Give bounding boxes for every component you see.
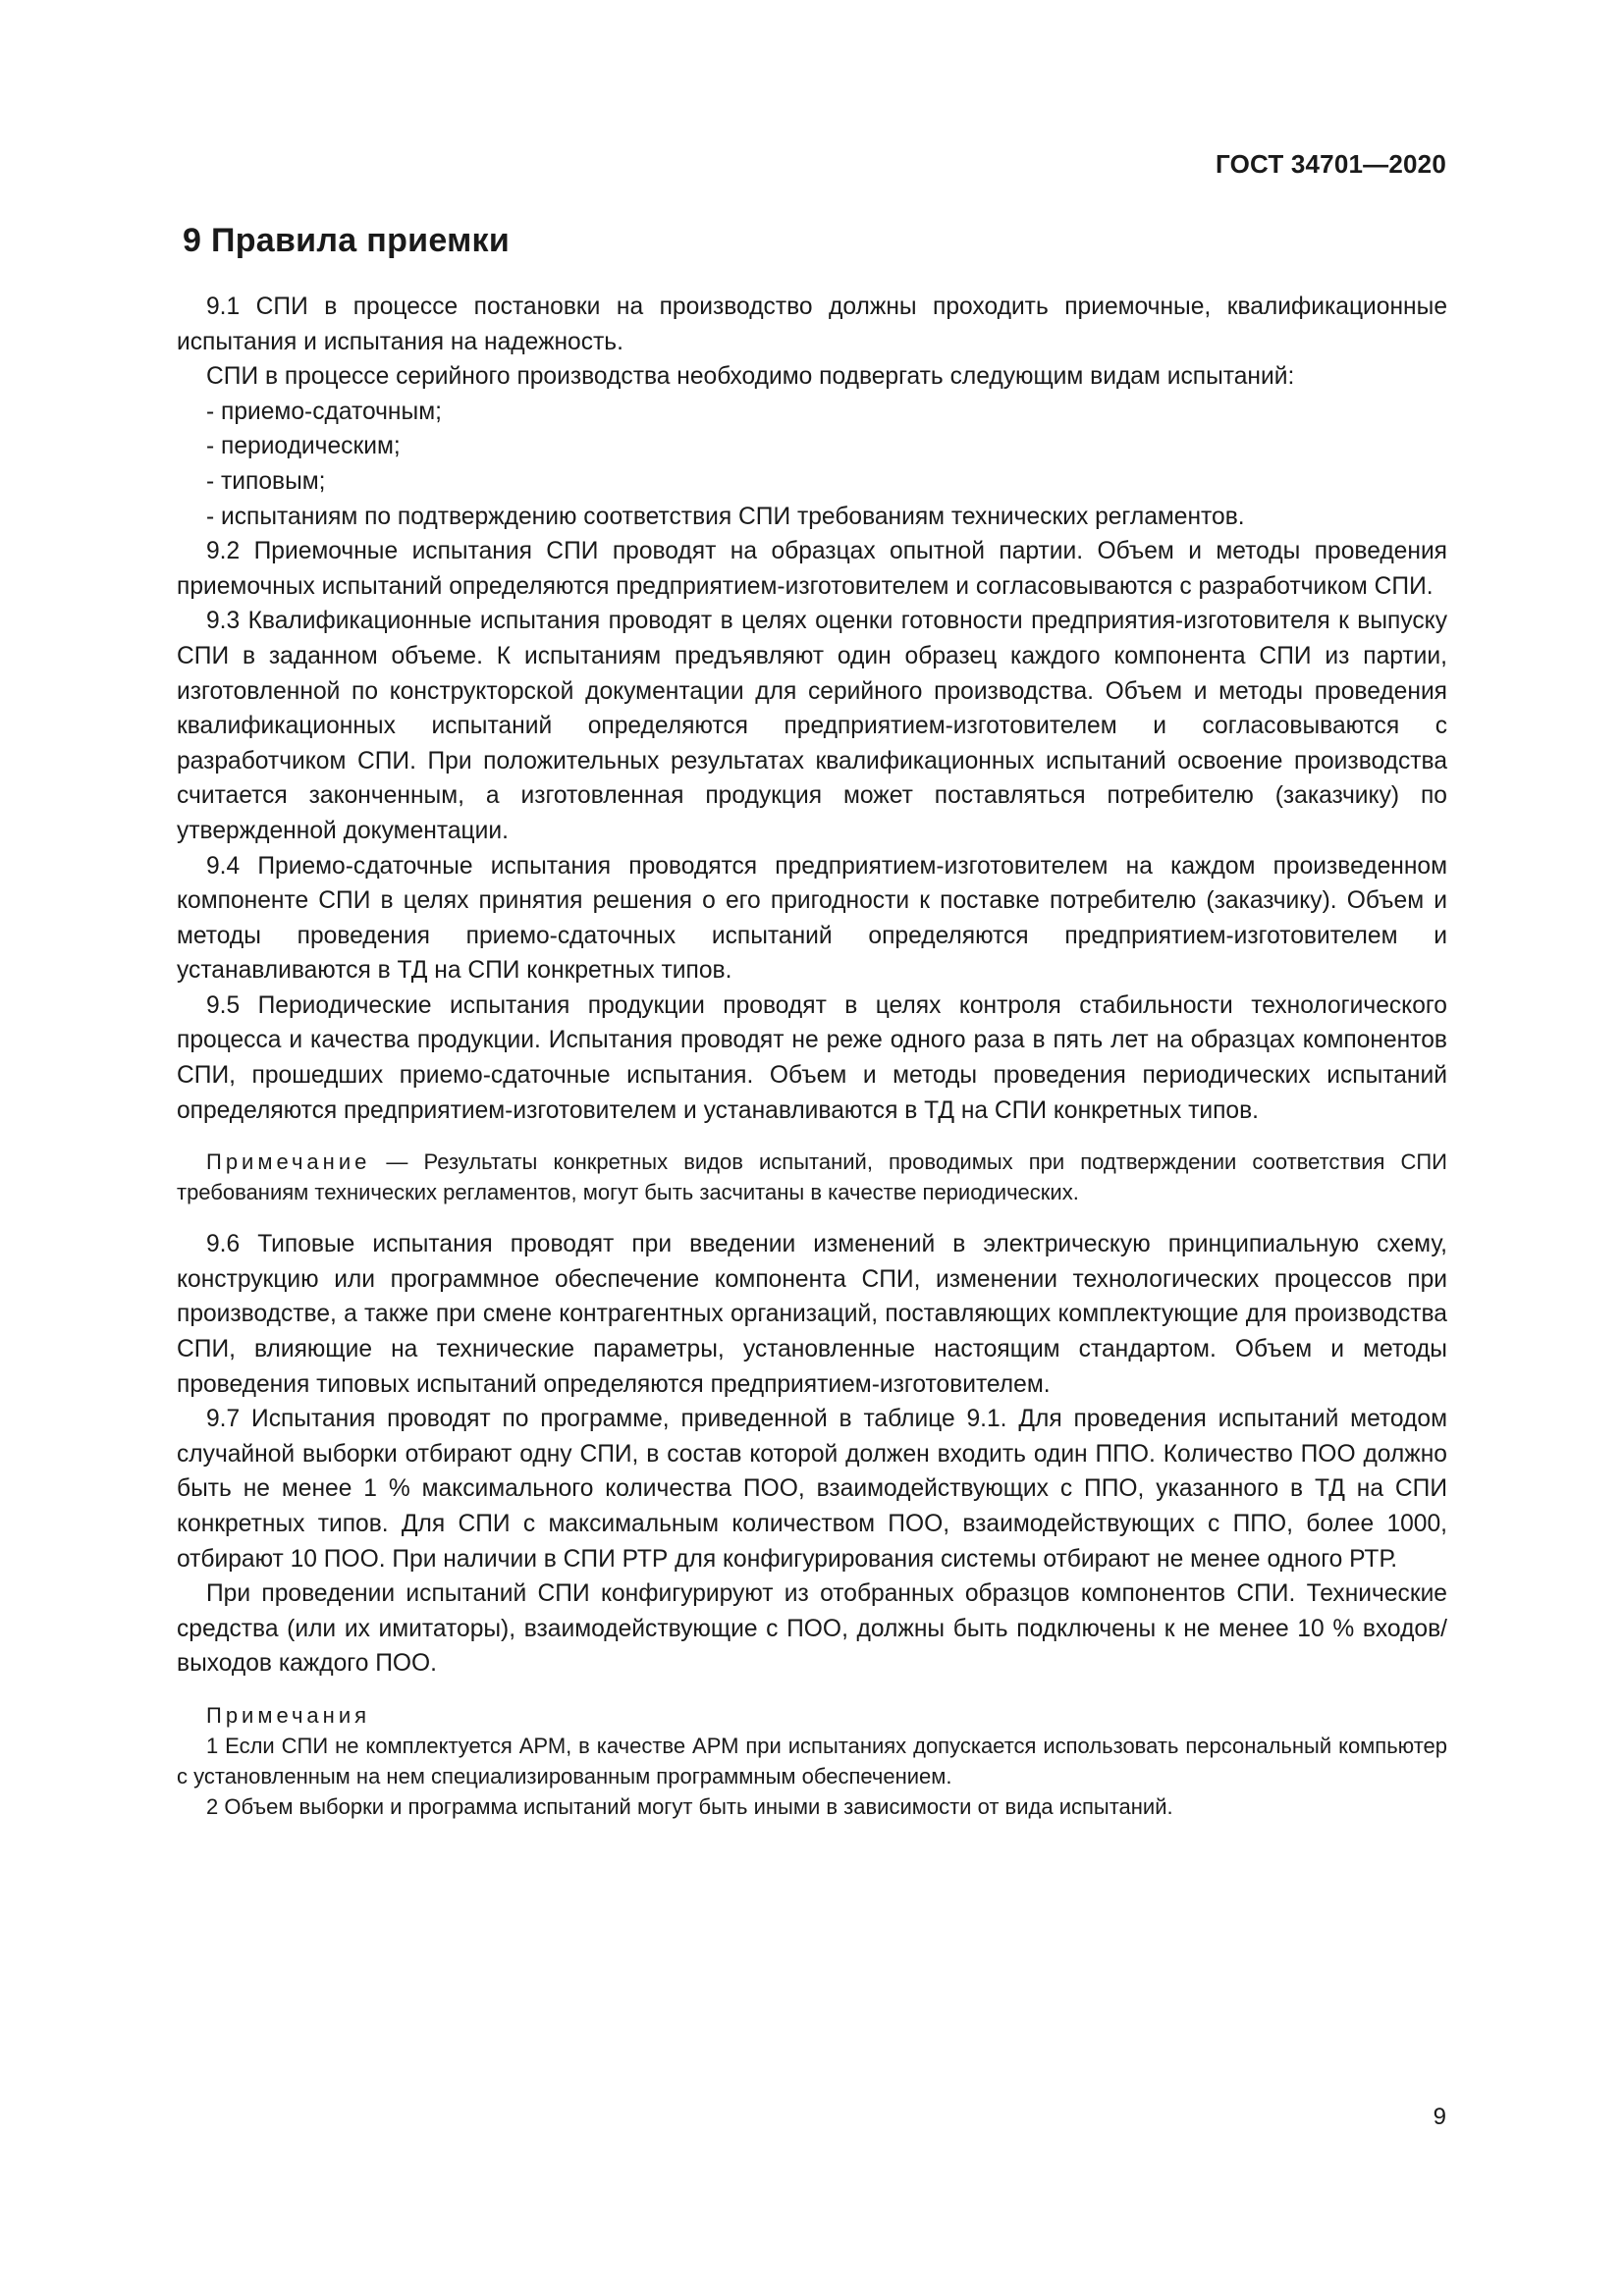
note-text: — Результаты конкретных видов испытаний, проводимых при подтверждении соответствия СПИ требованиям технических регламентов, могут быть засчитаны в качестве периодических. [177,1149,1447,1205]
notes-2-heading [177,1700,1447,1731]
paragraph-9-5: 9.5 Периодические испытания продукции проводят в целях контроля стабильности технологического процесса и качества продукции. Испытания проводят не реже одного раза в пять лет на образцах компонентов СПИ, прошедших приемо-сдаточные испытания. Объем и методы проведения периодических испытаний определяются предприятием-изготовителем и устанавливаются в ТД на СПИ конкретных типов. [177,991,1447,1124]
page-content [177,222,1447,1822]
page-number: 9 [1433,2104,1446,2130]
note-item: 2 Объем выборки и программа испытаний могут быть иными в зависимости от вида испытаний. [206,1793,1173,1819]
paragraph-9-7-config: При проведении испытаний СПИ конфигурируют из отобранных образцов компонентов СПИ. Технические средства (или их имитаторы), взаимодействующие с ПОО, должны быть подключены к не менее 10 % входов/выходов каждого ПОО. [177,1580,1447,1678]
document-code: ГОСТ 34701—2020 [1216,149,1446,179]
list-item: - испытаниям по подтверждению соответствия СПИ требованиям технических регламентов. [206,503,1245,530]
paragraph-9-2: 9.2 Приемочные испытания СПИ проводят на образцах опытной партии. Объем и методы проведения приемочных испытаний определяются предприятием-изготовителем и согласовываются с разработчиком СПИ. [177,538,1447,600]
test-types-list [177,395,1447,534]
paragraph-9-3: 9.3 Квалификационные испытания проводят в целях оценки готовности предприятия-изготовителя к выпуску СПИ в заданном объеме. К испытаниям предъявляют один образец каждого компонента СПИ из партии, изготовленной по конструкторской документации для серийного производства. Объем и методы проведения квалификационных испытаний определяются предприятием-изготовителем и согласовываются с разработчиком СПИ. При положительных результатах квалификационных испытаний освоение производства считается законченным, а изготовленная продукция может поставляться потребителю (заказчику) по утвержденной документации. [177,608,1447,844]
paragraph-9-4: 9.4 Приемо-сдаточные испытания проводятся предприятием-изготовителем на каждом произведенном компоненте СПИ в целях принятия решения о его пригодности к поставке потребителю (заказчику). Объем и методы проведения приемо-сдаточных испытаний определяются предприятием-изготовителем и устанавливаются в ТД на СПИ конкретных типов. [177,852,1447,985]
section-title: 9 Правила приемки [183,222,511,259]
paragraph-9-7: 9.7 Испытания проводят по программе, приведенной в таблице 9.1. Для проведения испытаний методом случайной выборки отбирают одну СПИ, в состав которой должен входить один ППО. Количество ПОО должно быть не менее 1 % максимального количества ПОО, взаимодействующих с ППО, указанного в ТД на СПИ конкретных типов. Для СПИ с максимальным количеством ПОО, взаимодействующих с ППО, более 1000, отбирают 10 ПОО. При наличии в СПИ РТР для конфигурирования системы отбирают не менее одного РТР. [177,1406,1447,1573]
notes-label: Примечания [206,1702,371,1728]
paragraph-9-1-serial: СПИ в процессе серийного производства необходимо подвергать следующим видам испытаний: [206,363,1295,391]
list-item: - приемо-сдаточным; [206,398,442,425]
note-label: Примечание [206,1149,371,1175]
note-item: 1 Если СПИ не комплектуется АРМ, в качестве АРМ при испытаниях допускается использовать персональный компьютер с установленным на нем специализированным программным обеспечением. [177,1733,1447,1789]
list-item: - периодическим; [206,433,401,460]
note-1 [177,1147,1447,1207]
paragraph-9-1: 9.1 СПИ в процессе постановки на производство должны проходить приемочные, квалификационные испытания и испытания на надежность. [177,294,1447,355]
paragraph-9-6: 9.6 Типовые испытания проводят при введении изменений в электрическую принципиальную схему, конструкцию или программное обеспечение компонента СПИ, изменении технологических процессов при производстве, а также при смене контрагентных организаций, поставляющих комплектующие для производства СПИ, влияющие на технические параметры, установленные настоящим стандартом. Объем и методы проведения типовых испытаний определяются предприятием-изготовителем. [177,1231,1447,1398]
list-item: - типовым; [206,467,326,495]
